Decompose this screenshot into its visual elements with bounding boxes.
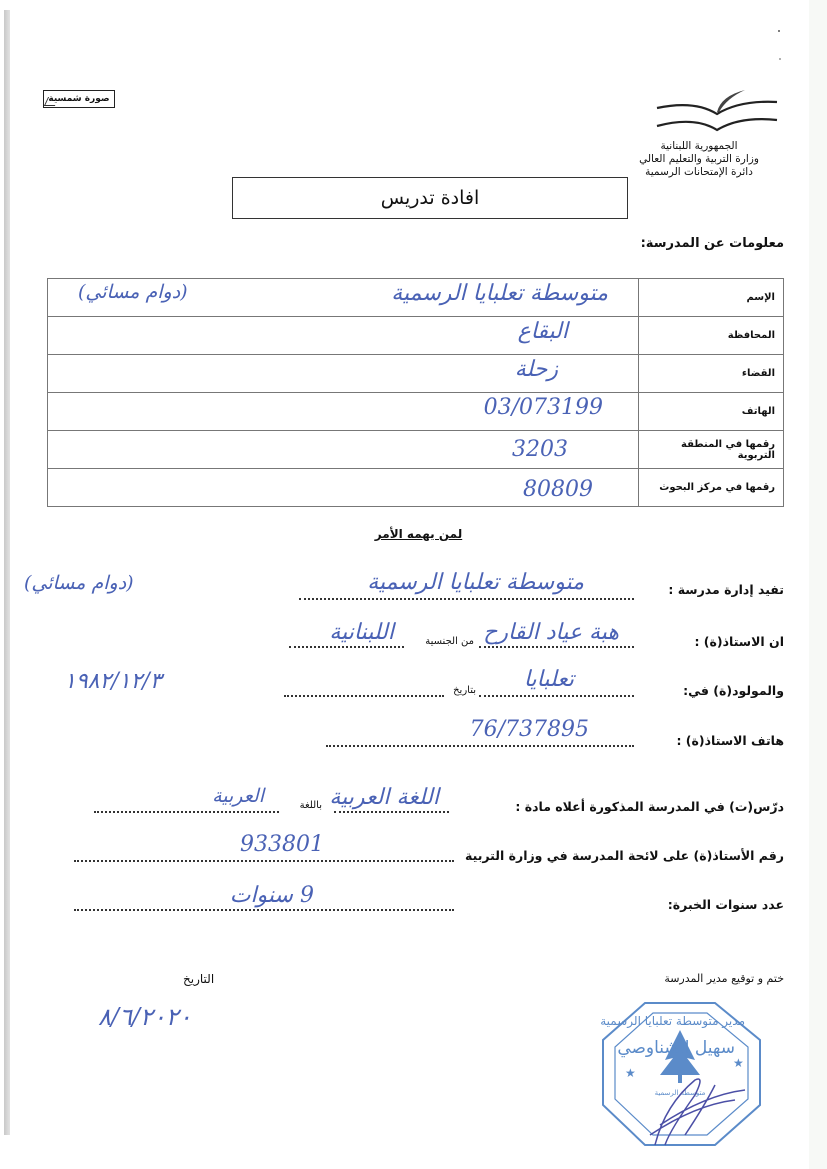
photo-fold-icon	[44, 97, 59, 106]
table-row	[48, 279, 784, 317]
dotted-line	[284, 695, 444, 697]
document-title: افادة تدريس	[232, 177, 628, 219]
dotted-line	[74, 909, 454, 911]
to-whom-heading: لمن يهمه الأمر	[374, 527, 463, 541]
birth-date-label: بتاريخ	[453, 685, 476, 696]
scan-speck	[779, 58, 781, 60]
subject-label: درّس(ت) في المدرسة المذكورة أعلاه مادة :	[515, 799, 784, 814]
stamp-center-text: متوسطة الرسمية	[654, 1089, 706, 1097]
row-label: رقمها في المنطقة التربوية	[639, 431, 784, 469]
experience-value: 9 سنوات	[229, 883, 314, 908]
school-stamp-icon	[545, 995, 785, 1155]
row-value	[48, 355, 639, 393]
school-info-heading: معلومات عن المدرسة:	[640, 236, 784, 251]
teacher-phone-row	[24, 717, 784, 763]
row-label: القضاء	[639, 355, 784, 393]
teacher-phone-value: 76/737895	[469, 717, 589, 742]
row-value	[48, 317, 639, 355]
teacher-number-label: رقم الأستاذ(ة) على لائحة المدرسة في وزارة التربية	[465, 848, 784, 863]
subject-value: اللغة العربية	[329, 785, 439, 810]
ministry-header	[614, 140, 784, 179]
school-name-value: متوسطة تعلبايا الرسمية	[391, 281, 608, 306]
table-row	[48, 469, 784, 507]
birth-place-value: تعلبايا	[523, 667, 574, 692]
row-value	[48, 431, 639, 469]
governorate-value: البقاع	[517, 319, 568, 344]
language-label: باللغة	[299, 800, 322, 811]
scan-edge	[4, 10, 10, 1135]
header-line-republic: الجمهورية اللبنانية	[660, 140, 738, 152]
date-value: ٨/٦/٢٠٢٠	[98, 1003, 192, 1031]
table-row	[48, 431, 784, 469]
school-admin-row	[24, 570, 784, 612]
signature-label: ختم و توقيع مدير المدرسة	[664, 972, 784, 985]
school-admin-label: تفيد إدارة مدرسة :	[668, 582, 784, 597]
row-value	[48, 393, 639, 431]
teacher-name-value: هبة عياد القارح	[483, 620, 619, 645]
nationality-value: اللبنانية	[329, 620, 394, 645]
dotted-line	[299, 598, 634, 600]
row-label: الإسم	[639, 279, 784, 317]
school-admin-value: متوسطة تعلبايا الرسمية	[367, 570, 584, 595]
birth-place-label: والمولود(ة) في:	[683, 683, 784, 698]
school-info-table	[47, 278, 784, 507]
teacher-number-value: 933801	[240, 832, 324, 857]
dotted-line	[94, 811, 279, 813]
table-row	[48, 355, 784, 393]
birth-row	[24, 667, 784, 713]
teacher-phone-label: هاتف الاستاذ(ة) :	[676, 733, 784, 748]
dotted-line	[74, 860, 454, 862]
experience-row	[24, 883, 784, 927]
teacher-number-row	[24, 832, 784, 878]
row-label: الهاتف	[639, 393, 784, 431]
school-admin-note: (دوام مسائي)	[24, 572, 134, 594]
language-value: العربية	[212, 785, 264, 807]
svg-text:★: ★	[733, 1056, 744, 1070]
row-value	[48, 279, 639, 317]
subject-row	[24, 785, 784, 829]
svg-text:★: ★	[625, 1066, 636, 1080]
regional-number-value: 3203	[512, 437, 568, 462]
dotted-line	[289, 646, 404, 648]
nationality-label: من الجنسية	[425, 636, 474, 647]
stamp-director-name: سهيل الشناوصي	[617, 1038, 735, 1058]
dotted-line	[479, 646, 634, 648]
table-row	[48, 393, 784, 431]
ministry-logo-icon	[655, 90, 780, 132]
table-row	[48, 317, 784, 355]
row-label: رقمها في مركز البحوث	[639, 469, 784, 507]
district-value: زحلة	[514, 357, 558, 382]
teacher-row	[24, 620, 784, 664]
row-value	[48, 469, 639, 507]
teacher-label: ان الاستاذ(ة) :	[694, 634, 784, 649]
photo-placeholder	[43, 90, 115, 108]
scan-right-edge	[809, 0, 827, 1169]
dotted-line	[479, 695, 634, 697]
header-line-department: دائرة الإمتحانات الرسمية	[645, 166, 753, 178]
row-label: المحافظة	[639, 317, 784, 355]
photo-label: صورة شمسية	[48, 94, 110, 104]
school-phone-value: 03/073199	[483, 395, 603, 420]
scan-speck	[778, 30, 780, 32]
date-label: التاريخ	[183, 972, 215, 986]
school-shift-note: (دوام مسائي)	[78, 281, 188, 303]
experience-label: عدد سنوات الخبرة:	[667, 897, 784, 912]
header-line-ministry: وزارة التربية والتعليم العالي	[639, 153, 759, 165]
dotted-line	[326, 745, 634, 747]
stamp-director-line: مدير متوسطة تعلبايا الرسمية	[600, 1014, 745, 1028]
dotted-line	[334, 811, 449, 813]
research-center-number-value: 80809	[523, 477, 593, 502]
birth-date-value: ١٩٨٢/١٢/٣	[64, 669, 162, 694]
